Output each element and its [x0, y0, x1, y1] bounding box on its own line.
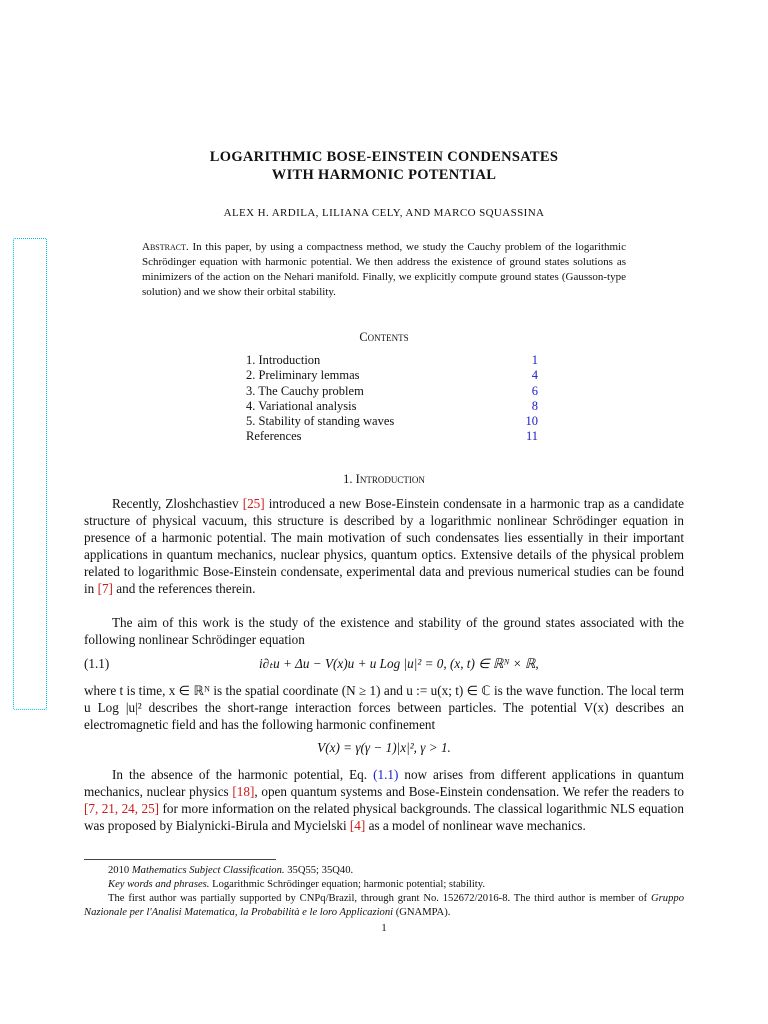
toc-row[interactable]: [246, 353, 538, 368]
abstract-label: Abstract.: [142, 241, 189, 253]
contents-heading: Contents: [359, 330, 409, 344]
abstract-text: In this paper, by using a compactness method, we study the Cauchy problem of the logarithmic Schrödinger equation with harmonic potential. We then address the existence of ground states solutions as minimizers of the action on the Nehari manifold. Finally, we explicitly compute ground states (Gausson-type solution) and we show their orbital stability.: [142, 241, 626, 298]
toc-page-link[interactable]: 8: [531, 398, 538, 413]
toc-row[interactable]: [246, 384, 538, 399]
intro-paragraph-1: [84, 495, 684, 597]
section-heading: 1. Introduction: [343, 472, 425, 486]
equation-number: (1.1): [84, 656, 110, 671]
toc-page-link[interactable]: 4: [531, 368, 538, 383]
toc-row[interactable]: [246, 429, 538, 444]
text-run: (GNAMPA).: [393, 907, 451, 918]
text-run: 35Q55; 35Q40.: [287, 865, 354, 876]
citation-link[interactable]: [25]: [242, 496, 265, 511]
text-run: Logarithmic Schrödinger equation; harmonic potential; stability.: [212, 879, 486, 890]
equation-potential: V(x) = γ(γ − 1)|x|², γ > 1.: [317, 740, 451, 755]
toc-label: 2. Preliminary lemmas: [246, 368, 360, 383]
toc-row[interactable]: [246, 399, 538, 414]
text-run: Mathematics Subject Classification.: [131, 865, 285, 876]
text-run: , open quantum systems and Bose-Einstein condensation. We refer the readers to: [254, 784, 685, 799]
toc-label: 4. Variational analysis: [246, 398, 357, 413]
toc-page-link[interactable]: 11: [525, 429, 538, 444]
text-run: 2010: [108, 865, 130, 876]
toc-row[interactable]: [246, 414, 538, 429]
citation-link[interactable]: [4]: [349, 818, 366, 833]
page-number: 1: [381, 922, 387, 934]
text-run: Recently, Zloshchastiev: [112, 496, 243, 511]
table-of-contents: [246, 353, 538, 445]
citation-link[interactable]: [7]: [97, 581, 113, 596]
author-list: ALEX H. ARDILA, LILIANA CELY, AND MARCO SQUASSINA: [223, 207, 545, 219]
text-run: In the absence of the harmonic potential, Eq.: [112, 767, 374, 782]
abstract: [142, 240, 626, 300]
footnote-rule: [84, 859, 276, 860]
toc-page-link[interactable]: 1: [531, 353, 538, 367]
footnote-msc: [84, 864, 684, 878]
toc-page-link[interactable]: 10: [525, 414, 538, 429]
equation-ref-link[interactable]: (1.1): [373, 767, 399, 782]
text-run: introduced a new Bose-Einstein condensate in a harmonic trap as a candidate structure of physical vacuum, this structure is described by a logarithmic nonlinear Schrödinger equation in presence of a harmonic potential. The main motivation of such condensates lies essentially in their important applications in quantum mechanics, nuclear physics, quantum optics. Extensive details of the physical problem related to logarithmic Bose-Einstein condensate, experimental data and previous numerical studies can be found in: [84, 496, 684, 596]
intro-paragraph-3: where t is time, x ∈ ℝᴺ is the spatial coordinate (N ≥ 1) and u := u(x; t) ∈ ℂ is the wave function. The local term u Log |u|² describes the short-range interaction forces between particles. The potential V(x) describes an electromagnetic field and has the following harmonic confinement: [84, 683, 684, 732]
text-run: for more information on the related physical backgrounds. The classical logarithmic NLS equation was proposed by Bialynicki-Birula and Mycielski: [84, 801, 684, 833]
text-run: Gruppo Nazionale per l'Analisi Matematica, la Probabilità e le loro Applicazioni: [84, 893, 684, 918]
equation-body: i∂ₜu + Δu − V(x)u + u Log |u|² = 0, (x, t) ∈ ℝᴺ × ℝ,: [259, 656, 539, 671]
title-line-1: LOGARITHMIC BOSE-EINSTEIN CONDENSATES: [209, 149, 559, 165]
toc-page-link[interactable]: 6: [531, 383, 538, 398]
intro-paragraph-2: The aim of this work is the study of the existence and stability of the ground states associated with the following nonlinear Schrödinger equation: [84, 615, 684, 647]
toc-label: References: [246, 429, 302, 444]
citation-link[interactable]: [7, 21, 24, 25]: [84, 801, 160, 816]
text-run: now arises from different applications in quantum mechanics, nuclear physics: [84, 767, 684, 799]
citation-link[interactable]: [18]: [232, 784, 255, 799]
text-run: Key words and phrases.: [108, 879, 210, 890]
toc-row[interactable]: [246, 368, 538, 383]
title-line-2: WITH HARMONIC POTENTIAL: [271, 167, 497, 183]
toc-label: 1. Introduction: [246, 353, 321, 367]
paper-title: [0, 148, 768, 184]
toc-label: 3. The Cauchy problem: [246, 383, 364, 398]
text-run: The first author was partially supported by CNPq/Brazil, through grant No. 152672/2016-8. The third author is member of: [108, 893, 652, 904]
footnote-support: [84, 892, 684, 920]
toc-label: 5. Stability of standing waves: [246, 414, 395, 429]
text-run: and the references therein.: [112, 581, 256, 596]
intro-paragraph-4: [84, 766, 684, 834]
text-run: as a model of nonlinear wave mechanics.: [365, 818, 586, 833]
footnote-keywords: [84, 878, 684, 892]
